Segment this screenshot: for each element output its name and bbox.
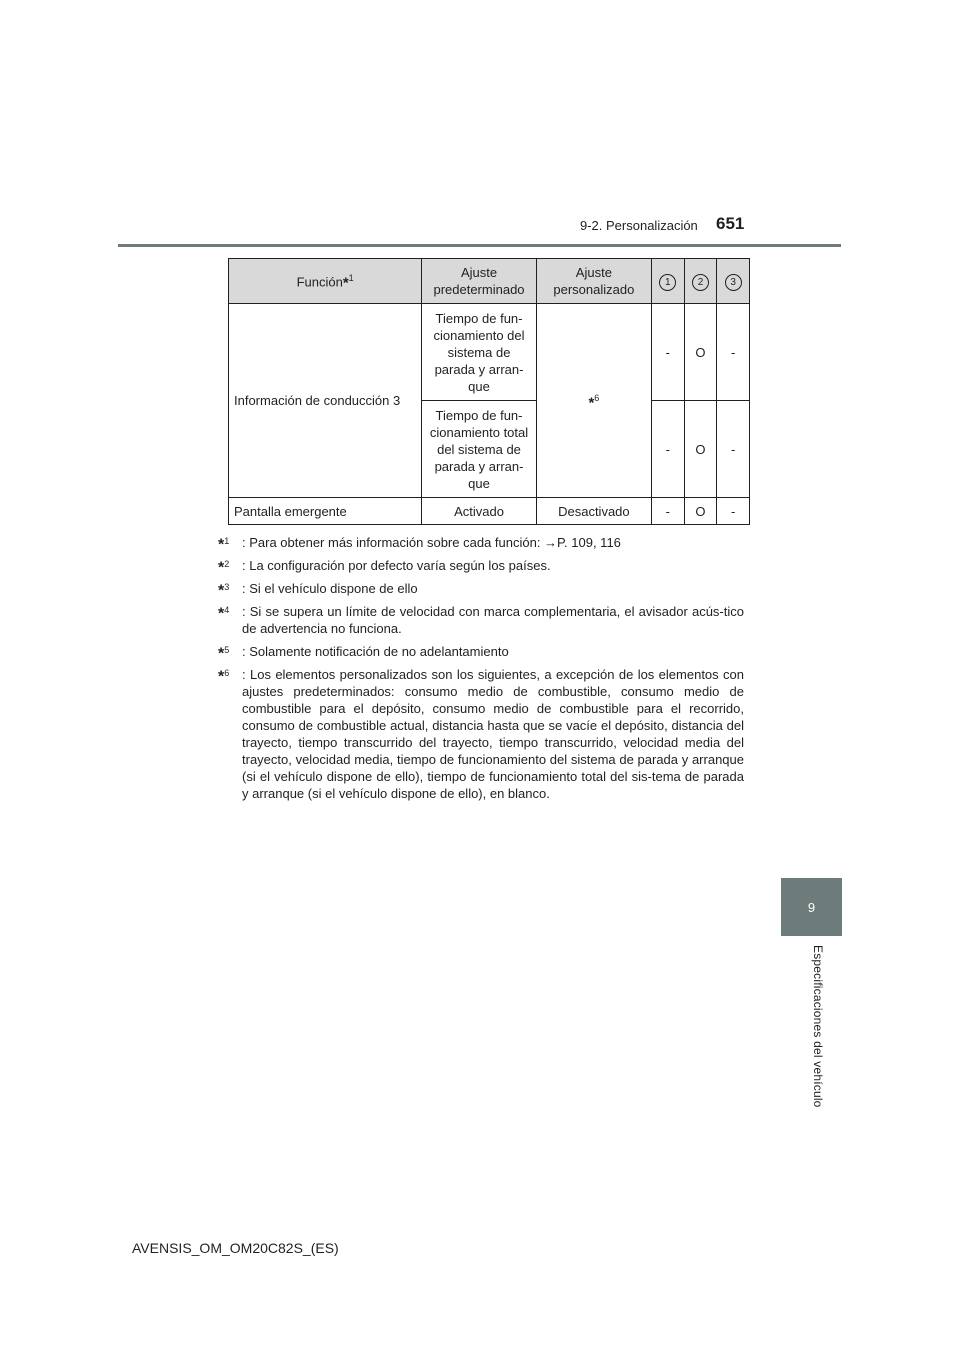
footnote-text: : Solamente notificación de no adelantamiento	[242, 644, 509, 659]
header-col-1	[651, 259, 684, 304]
footnote-star-icon: *	[588, 394, 595, 412]
row2-default-text: Tiempo de fun-cionamiento total del sistema de parada y arran-que	[429, 407, 529, 491]
row3-col2: O	[684, 498, 717, 525]
footnote-marker	[218, 602, 229, 622]
row2-default	[422, 401, 536, 498]
footnote-marker	[218, 579, 229, 599]
footnote-star-icon: *	[218, 536, 225, 554]
circled-2-icon: 2	[692, 274, 709, 291]
footnote	[218, 603, 744, 637]
footnote-marker	[218, 665, 229, 685]
header-custom-label: Ajuste personalizado	[553, 265, 635, 297]
settings-table	[228, 258, 750, 525]
footnote-star-icon: *	[218, 582, 225, 600]
header-custom	[536, 259, 651, 304]
header-function-label: Función	[296, 274, 343, 290]
footnote	[218, 643, 744, 663]
header-divider	[118, 244, 841, 247]
footnotes	[218, 534, 744, 808]
footnote-number: 5	[224, 645, 230, 655]
row1-default-text: Tiempo de fun-cionamiento del sistema de parada y arran-que	[433, 310, 525, 394]
footnote-text: : Si se supera un límite de velocidad con marca complementaria, el avisador acús-tico de advertencia no funciona.	[242, 604, 744, 636]
footnote-text: : Los elementos personalizados son los siguientes, a excepción de los elementos con ajustes predeterminados: consumo medio de combustible, consumo medio de combustible para el depósito, consumo medio de combustible para el recorrido, consumo de combustible actual, distancia hasta que se vacíe el depósito, distancia del trayecto, tiempo transcurrido del trayecto, tiempo transcurrido, velocidad media del trayecto, velocidad media, tiempo de funcionamiento del sistema de parada y arranque (si el vehículo dispone de ello), tiempo de funcionamiento total del sis-tema de parada y arranque (si el vehículo dispone de ello), en blanco.	[242, 667, 744, 801]
row3-default: Activado	[422, 498, 536, 525]
footnote-number: 6	[224, 668, 230, 678]
footnote-ref: 6	[594, 392, 600, 403]
group-custom	[536, 304, 651, 498]
footnote-ref: 1	[348, 273, 354, 284]
document-code: AVENSIS_OM_OM20C82S_(ES)	[132, 1240, 339, 1256]
footnote	[218, 666, 744, 802]
table-row	[229, 304, 750, 401]
circled-3-icon: 3	[725, 274, 742, 291]
footnote-star-icon: *	[218, 605, 225, 623]
section-title: 9-2. Personalización	[580, 218, 698, 233]
row3-custom: Desactivado	[536, 498, 651, 525]
header-function	[229, 259, 422, 304]
footnote-text: : La configuración por defecto varía según los países.	[242, 558, 551, 573]
header-default	[422, 259, 536, 304]
footnote-star-icon: *	[218, 668, 225, 686]
footnote	[218, 580, 744, 600]
table-header-row	[229, 259, 750, 304]
row1-col2: O	[684, 304, 717, 401]
footnote-number: 2	[224, 559, 230, 569]
footnote-number: 4	[224, 605, 230, 615]
page-number: 651	[716, 214, 745, 233]
footnote-text: : Si el vehículo dispone de ello	[242, 581, 418, 596]
row3-col1: -	[651, 498, 684, 525]
row2-col2: O	[684, 401, 717, 498]
row2-col1: -	[651, 401, 684, 498]
row1-default	[422, 304, 536, 401]
footnote	[218, 534, 744, 554]
footnote-number: 1	[224, 536, 230, 546]
row3-function: Pantalla emergente	[229, 498, 422, 525]
footnote	[218, 557, 744, 577]
chapter-number: 9	[807, 899, 816, 915]
footnote-marker	[218, 642, 229, 662]
table-row	[229, 498, 750, 525]
header-col-2	[684, 259, 717, 304]
footnote-marker	[218, 556, 229, 576]
header-default-label: Ajuste predeterminado	[433, 265, 525, 297]
row1-col3: -	[717, 304, 750, 401]
footnote-text: : Para obtener más información sobre cada función: →P. 109, 116	[242, 535, 621, 550]
row3-col3: -	[717, 498, 750, 525]
footnote-star-icon: *	[218, 559, 225, 577]
group-label: Información de conducción 3	[229, 304, 422, 498]
chapter-tab[interactable]	[781, 878, 842, 936]
footnote-number: 3	[224, 582, 230, 592]
row2-col3: -	[717, 401, 750, 498]
footnote-star-icon: *	[342, 274, 349, 292]
header-col-3	[717, 259, 750, 304]
footnote-star-icon: *	[218, 645, 225, 663]
footnote-marker	[218, 533, 229, 553]
circled-1-icon: 1	[659, 274, 676, 291]
row1-col1: -	[651, 304, 684, 401]
chapter-title: Especificaciones del vehículo	[811, 945, 825, 1108]
